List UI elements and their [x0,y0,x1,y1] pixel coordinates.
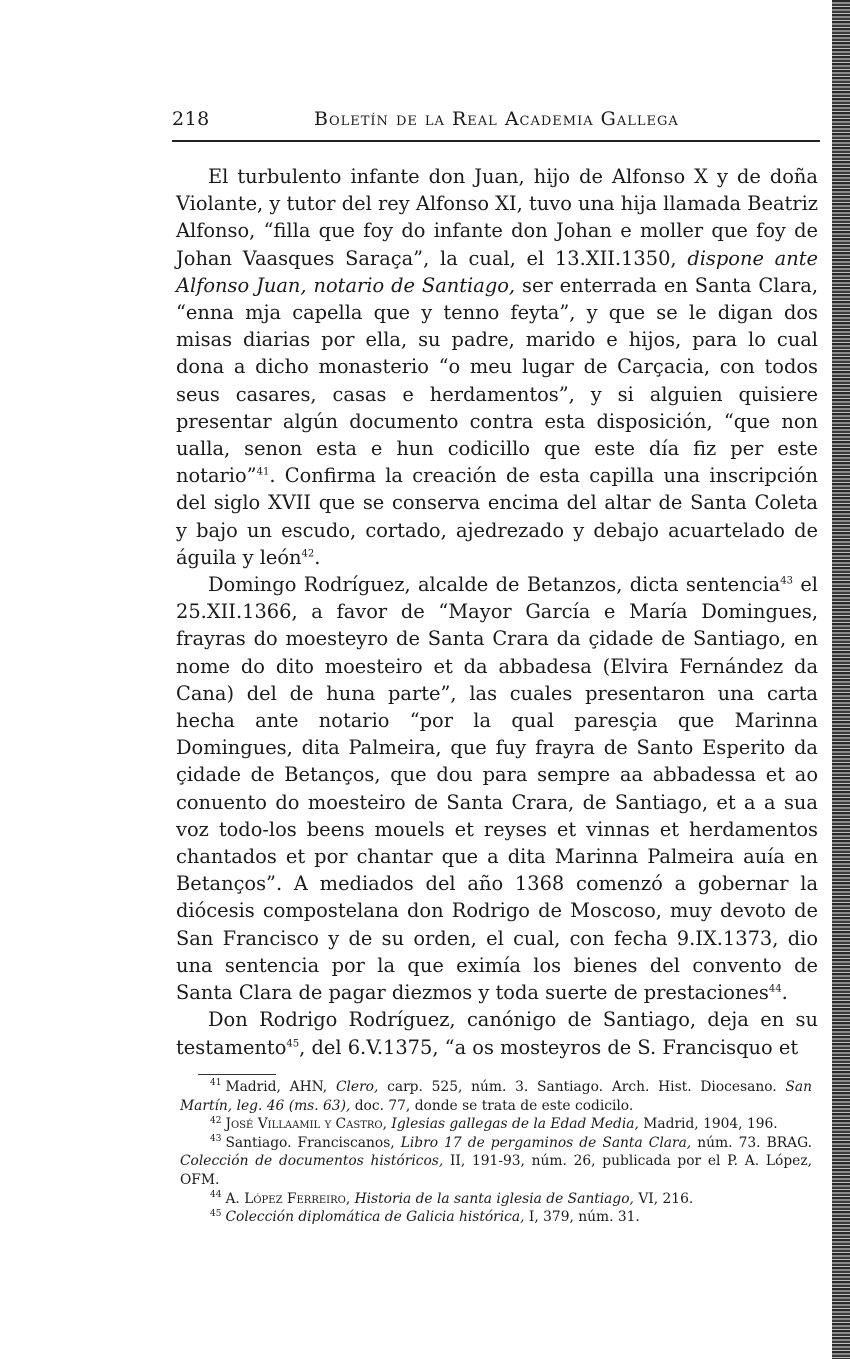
footnote-number: 44 [210,1189,222,1200]
footnote-ref-42[interactable]: 42 [301,548,315,560]
footnote-author: A. López Ferreiro, [225,1190,351,1207]
paragraph-3-text-a: Don Rodrigo Rodríguez, canónigo de Santiago, deja en su testamento [176,1008,818,1059]
footnote-italic: Colección diplomática de Galicia histórica, [225,1209,525,1226]
footnote-text: VI, 216. [633,1190,694,1207]
footnote-43 [180,1134,812,1190]
paragraph-2 [176,571,818,1006]
footnote-italic: Libro 17 de pergaminos de Santa Clara, [400,1134,692,1151]
footnote-author: José Villaamil y Castro, [225,1116,387,1133]
paragraph-1-text-d: . Confirma la creación de esta capilla una inscripción del siglo XVII que se conserva encima del altar de Santa Coleta y bajo un escudo, cortado, ajedrezado y debajo acuartelado de águila y león [176,464,818,569]
footnote-text: I, 379, núm. 31. [524,1209,640,1226]
paragraph-2-text-c: . [781,981,788,1005]
footnote-italic: Clero, [335,1079,379,1095]
running-header [172,108,820,138]
footnote-number: 45 [210,1208,222,1219]
paragraph-1 [176,163,818,571]
paragraph-1-text-a: El turbulento infante don Juan, hijo de Alfonso X y de doña Violante, y tutor del rey Alfonso XI, tuvo una hija llamada Beatriz Alfonso, “filla que foy do infante don Johan e moller que foy de Johan Vaasques Saraça”, la cual, el 13.XII.1350, [176,165,818,270]
running-title: Boletín de la Real Academia Gallega [314,108,679,130]
footnote-41 [180,1078,812,1115]
paragraph-1-text-c: ser enterrada en Santa Clara, “enna mja capella que y tenno feyta”, y que se le digan dos misas diarias por ella, su padre, marido e hijos, para lo cual dona a dicho monasterio “o meu lugar de Carçacia, con todos seus casares, casas e herdamentos”, y si alguien quisiere presentar algún documento contra esta disposición, “que non ualla, senon esta e hun codicillo que este día fiz per este notario” [176,273,818,488]
paragraph-1-italic: dispone ante Alfonso Juan, notario de Santiago, [176,246,818,297]
footnote-text: núm. 73. BRAG. [691,1134,812,1151]
footnote-ref-41[interactable]: 41 [256,466,270,478]
footnote-45 [180,1208,812,1227]
footnote-44 [180,1190,812,1209]
paragraph-3-text-b: , del 6.V.1375, “a os mosteyros de S. Francisquo et [299,1035,799,1059]
footnote-text: Madrid, AHN, [225,1079,336,1095]
footnote-number: 42 [210,1115,222,1126]
footnote-text: carp. 525, núm. 3. Santiago. Arch. Hist. Diocesano. [378,1079,786,1095]
page-number: 218 [172,108,210,130]
footnote-text: Santiago. Franciscanos, [225,1134,401,1151]
footnote-italic: Colección de documentos históricos, [180,1153,444,1170]
page-edge-scan-border [832,0,850,1359]
footnote-italic: San Martín, [180,1079,812,1114]
footnote-italic: Historia de la santa iglesia de Santiago, [354,1190,634,1207]
footnote-text: II, 191-93, núm. 26, publicada por el P. A. López, OFM. [180,1153,812,1188]
footnote-italic: leg. 46 (ms. 63), [236,1097,351,1114]
footnote-number: 43 [210,1134,222,1145]
header-rule [172,140,820,142]
footnote-text: doc. 77, donde se trata de este codicilo. [350,1097,634,1114]
paragraph-2-text-a: Domingo Rodríguez, alcalde de Betanzos, dicta sentencia [208,573,781,597]
footnote-42 [180,1115,812,1134]
footnote-ref-43[interactable]: 43 [780,575,793,587]
paragraph-2-text-b: el 25.XII.1366, a favor de “Mayor García e María Domingues, frayras do moesteyro de Santa Crara da çidade de Santiago, en nome do dito moesteiro et da abbadesa (Elvira Fernández da Cana) del de huna parte”, las cuales presentaron una carta hecha ante notario “por la qual paresçia que Marinna Domingues, dita Palmeira, que fuy frayra de Santo Esperito da çidade de Betanços, que dou para sempre aa abbadessa et ao conuento do moesteiro de Santa Crara, de Santiago, et a a sua voz todo-los beens mouels et reyses et vinnas et herdamentos chantados et por chantar que a dita Marinna Palmeira auía en Betanços”. A mediados del año 1368 comenzó a gobernar la diócesis compostelana don Rodrigo de Moscoso, muy devoto de San Francisco y de su orden, el cual, con fecha 9.IX.1373, dio una sentencia por la que eximía los bienes del convento de Santa Clara de pagar diezmos y toda suerte de prestaciones [176,573,818,1005]
footnote-italic: Iglesias gallegas de la Edad Media, [391,1116,639,1133]
footnote-rule [198,1074,276,1075]
paragraph-3 [176,1006,818,1060]
footnote-ref-44[interactable]: 44 [768,983,782,995]
body-text [176,163,818,1061]
footnote-ref-45[interactable]: 45 [286,1038,300,1050]
footnote-text: Madrid, 1904, 196. [638,1116,778,1133]
footnotes [180,1078,812,1227]
paragraph-1-text-e: . [314,545,321,569]
footnote-number: 41 [210,1078,222,1089]
